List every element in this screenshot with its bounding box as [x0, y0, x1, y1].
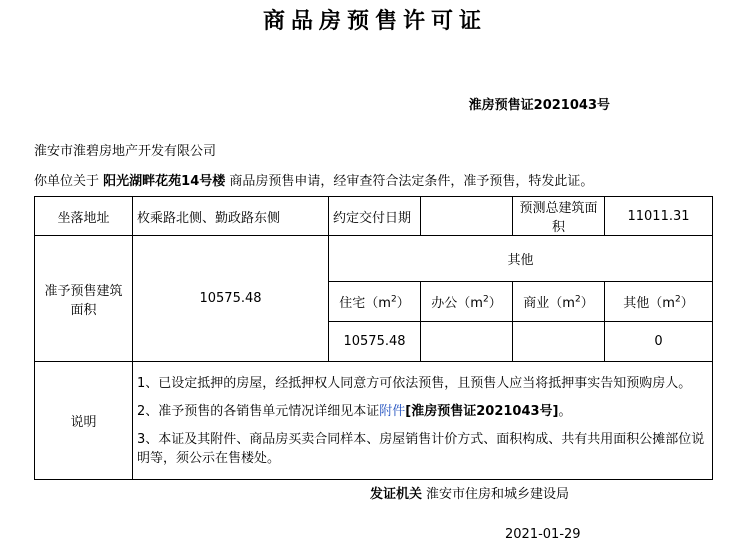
location-value: 枚乘路北侧、勤政路东侧: [133, 197, 329, 236]
presale-area-value: 10575.48: [133, 236, 329, 362]
other-value: 0: [605, 322, 713, 362]
issue-date: 2021-01-29: [505, 527, 581, 542]
document-title: 商品房预售许可证: [262, 9, 487, 34]
category-commercial: 商业$(m^2)$: [513, 282, 605, 322]
presale-area-label: 准予预售建筑面积: [35, 236, 133, 362]
note-cert-ref: [淮房预售证2021043号]: [405, 403, 559, 419]
certificate-number: 淮房预售证2021043号: [468, 98, 610, 113]
office-value: [421, 322, 513, 362]
commercial-value: [513, 322, 605, 362]
table-row: [35, 197, 713, 236]
location-label: 坐落地址: [35, 197, 133, 236]
note-2: 2、准予预售的各销售单元情况详细见本证附件[淮房预售证2021043号]。: [137, 403, 572, 419]
category-residential: 住宅$(m^2)$: [329, 282, 421, 322]
total-area-label: 预测总建筑面积: [513, 197, 605, 236]
intro-prefix: 你单位关于: [34, 174, 100, 189]
category-other: 其他$(m^2)$: [605, 282, 713, 322]
note-3: 3、本证及其附件、商品房买卖合同样本、房屋销售计价方式、面积构成、共有共用面积公摊部位说明等，须公示在售楼处。: [137, 431, 705, 466]
note-1: 1、已设定抵押的房屋，经抵押权人同意方可依法预售，且预售人应当将抵押事实告知预购房人。: [137, 375, 692, 391]
issuer-value: 淮安市住房和城乡建设局: [426, 487, 570, 502]
issuing-authority: [370, 483, 569, 502]
table-row: [35, 362, 713, 480]
project-name: 阳光湖畔花苑14号楼: [103, 174, 226, 189]
total-area-value: 11011.31: [605, 197, 713, 236]
table-row: [35, 236, 713, 282]
delivery-value: [421, 197, 513, 236]
intro-suffix: 商品房预售申请，经审查符合法定条件，准予预售，特发此证。: [229, 174, 594, 189]
notes-content: [133, 362, 713, 480]
issuer-label: 发证机关: [370, 487, 423, 502]
intro-text: [34, 170, 593, 189]
notes-label: 说明: [35, 362, 133, 480]
delivery-label: 约定交付日期: [329, 197, 421, 236]
residential-value: 10575.48: [329, 322, 421, 362]
category-office: 办公$(m^2)$: [421, 282, 513, 322]
company-name: 淮安市淮碧房地产开发有限公司: [34, 144, 217, 159]
other-header: 其他: [329, 236, 713, 282]
attachment-link[interactable]: 附件: [379, 403, 406, 419]
permit-table: [34, 196, 713, 480]
